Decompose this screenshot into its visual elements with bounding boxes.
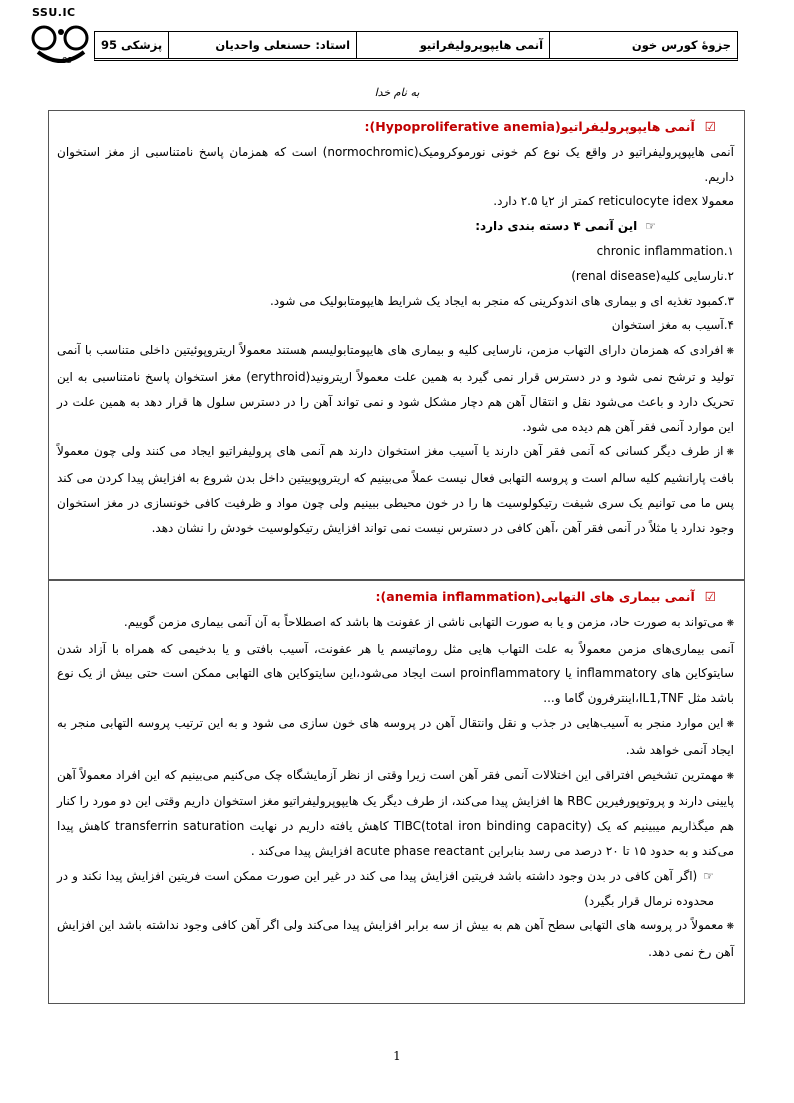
list-item: ۳.کمبود تغذیه ای و بیماری های اندوکرینی که منجر به ایجاد یک شرایط هایپومتابولیک می شود.	[269, 293, 734, 308]
paragraph	[57, 338, 734, 439]
logo-mark-icon	[30, 16, 92, 66]
pointing-hand-icon: ☞	[703, 868, 714, 883]
star-bullet-icon: ❋	[726, 448, 734, 459]
paragraph: آنمی بیماری‌های مزمن معمولاً به علت التهاب هایی مثل روماتیسم یا هر عفونت، آسیب بافتی و یا بدخیمی که همراه با آزاد شدن سایتوکاین های inflammatory یا proinflammatory است ایجاد می‌شود،این سایتوکاین های التهابی ممکن است حتی بیش از یک نوع باشد مثل IL1,TNF،اینترفرون گاما و...	[57, 641, 735, 706]
paragraph-text: (اگر آهن کافی در بدن وجود داشته باشد فریتین افزایش پیدا می کند در غیر این صورت ممکن است فریتین افزایش پیدا نکند و در محدوده نرمال قرار بگیرد)	[57, 868, 714, 908]
paragraph	[57, 913, 734, 965]
paragraph	[57, 439, 734, 540]
paragraph	[57, 864, 734, 914]
paragraph-text: معمولاً در پروسه های التهابی سطح آهن هم به بیش از سه برابر افزایش پیدا می‌کند ولی اگر آهن کافی وجود نداشته باشد این افزایش آهن رخ نمی دهد.	[57, 918, 734, 960]
logo-text: SSU.IC	[32, 6, 76, 19]
paragraph: آنمی هایپوپرولیفراتیو در واقع یک نوع کم خونی نورموکرومیک(normochromic) است که همزمان پاسخ نامتناسبی از مغز استخوان داریم.	[57, 144, 734, 184]
header-group: پزشکی 95	[101, 38, 163, 52]
list-item: ۴.آسیب به مغز استخوان	[611, 318, 734, 333]
subtitle-text: این آنمی ۴ دسته بندی دارد:	[475, 219, 638, 234]
list-item: ۲.نارسایی کلیه(renal disease)	[571, 268, 734, 283]
paragraph-text: این موارد منجر به آسیب‌هایی در جذب و نقل وانتقال آهن در پروسه های خون سازی می شود و به این ترتیب پروسه التهابی منجر به ایجاد آنمی خواهد شد.	[57, 715, 734, 757]
section-hypoproliferative	[48, 110, 745, 580]
bismillah: به نام خدا	[374, 86, 420, 99]
section-title	[57, 585, 734, 610]
paragraph-text: افرادی که همزمان دارای التهاب مزمن، نارسایی کلیه و بیماری های هایپومتابولیسم هستند معمولاً اریتروپوئیتین داخلی متناسب با آنمی تولید و ترشح نمی شود و در دسترس قرار نمی گیرد به همین علت معمولاً اریترونید(erythroid) مغز استخوان پاسخ نامتناسبی به این تحریک دارد و باعث می‌شود نقل و انتقال آهن هم دچار مشکل شود و نمی تواند آهن را در دسترس سلول ها قرار دهد به همین علت در این موارد آنمی فقر آهن هم دیده می شود.	[57, 343, 734, 434]
paragraph-text: می‌تواند به صورت حاد، مزمن و یا به صورت التهابی ناشی از عفونت ها باشد که اصطلاحاً به آن آنمی بیماری مزمن گوییم.	[123, 614, 724, 629]
header-teacher: استاد: حسنعلی واحدیان	[168, 32, 356, 58]
paragraph: معمولا reticulocyte idex کمتر از ۲یا ۲.۵ دارد.	[493, 194, 734, 209]
star-bullet-icon: ❋	[726, 922, 734, 933]
logo	[30, 6, 92, 72]
section-title-text: آنمی هایپوپرولیفراتیو(Hypoproliferative anemia):	[364, 119, 695, 134]
header-topic: آنمی هایپوپرولیفراتیو	[356, 32, 549, 58]
star-bullet-icon: ❋	[726, 771, 734, 782]
star-bullet-icon: ❋	[726, 347, 734, 358]
page-number: 1	[393, 1049, 401, 1063]
paragraph	[57, 711, 734, 763]
paragraph-text: از طرف دیگر کسانی که آنمی فقر آهن دارند یا آسیب مغز استخوان دارند هم آنمی های پرولیفراتیو ایجاد می کنند ولی چون معمولاً بافت پارانشیم کلیه سالم است و پروسه التهابی فعال نیست عملاً می‌بینیم که اریتروپوییتین داخل بدن شروع به افزایش پیدا کردن می کند پس ما می توانیم یک سری شیفت رتیکولوسیت ها را در خون محیطی ببینیم ولی چون مواد و ظرفیت کافی خونسازی در مغز استخوان وجود ندارد یا مثلاً در آنمی فقر آهن ،آهن کافی در دسترس نیست نمی تواند افزایش رتیکولوسیت خودش را نشان دهد.	[57, 444, 734, 535]
list-item: ۱.chronic inflammation	[596, 243, 734, 258]
header-course: جزوهٔ کورس خون	[549, 32, 737, 58]
header-bar	[94, 31, 738, 61]
checkbox-icon: ☑	[704, 589, 716, 604]
star-bullet-icon: ❋	[726, 618, 734, 629]
section-title	[57, 115, 734, 140]
paragraph	[57, 763, 734, 864]
checkbox-icon: ☑	[704, 119, 716, 134]
section-anemia-inflammation	[48, 580, 745, 1004]
paragraph-text: مهمترین تشخیص افتراقی این اختلالات آنمی فقر آهن است زیرا وقتی از نظر آزمایشگاه چک می‌کنیم می‌بینیم که این افراد معمولاً آهن پایینی دارند و پروتوپورفیرین RBC ها افزایش پیدا می‌کند، از طرف دیگر یک هایپوپرولیفراتیو مغز استخوان داریم وقتی این دو مورد را کنار هم میگذاریم میبینیم که یک TIBC(total iron binding capacity) کاهش یافته داریم در نهایت transferrin saturation کاهش پیدا می‌کند و به حدود ۱۵ تا ۲۰ درصد می رسد بنابراین acute phase reactant افزایش پیدا می‌کند .	[57, 767, 735, 858]
subtitle	[57, 214, 734, 239]
logo-number: 95	[62, 56, 73, 65]
section-title-text: آنمی بیماری های التهابی(anemia inflammation):	[375, 589, 695, 604]
star-bullet-icon: ❋	[726, 719, 734, 730]
pointing-hand-icon: ☞	[645, 219, 656, 234]
paragraph	[57, 610, 734, 637]
